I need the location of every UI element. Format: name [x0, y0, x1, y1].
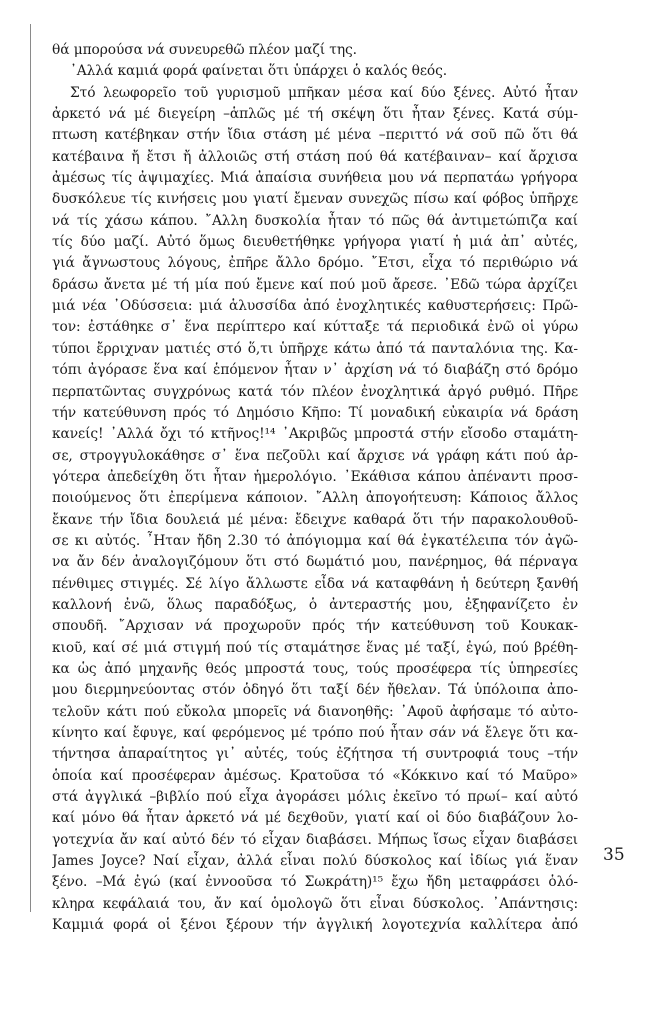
- text-line: σε, στρογγυλοκάθησε σ᾿ ἕνα πεζοῦλι καί ἄρχισε νά γράφη κάτι πού ἀρ-: [52, 447, 578, 464]
- text-line: δυσκόλευε τίς κινήσεις μου γιατί ἔμεναν συνεχῶς πίσω καί φόβος ὑπῆρχε: [52, 191, 578, 208]
- text-line: δράσω ἄνετα μέ τή μία πού ἔμενε καί πού μοῦ ἄρεσε. ᾿Εδῶ τώρα ἀρχίζει: [52, 276, 578, 293]
- text-line: γότερα ἀπεδείχθη ὅτι ἦταν ἡμερολόγιο. ᾿Εκάθισα κάπου ἀπέναντι προσ-: [52, 468, 578, 485]
- text-line: καλλονή ἐνῶ, ὅλως παραδόξως, ὁ ἀντεραστής μου, ἐξηφανίζετο ἐν: [52, 596, 578, 613]
- text-line: κιοῦ, καί σέ μιά στιγμή πού τίς σταμάτησε ἕνας μέ ταξί, ἐγώ, πού βρέθη-: [52, 639, 578, 656]
- text-line: ποιούμενος ὅτι ἐπερίμενα κάποιον. ῎Αλλη ἀπογοήτευση: Κάποιος ἄλλος: [52, 490, 578, 507]
- text-line: τίς δύο μαζί. Αὐτό ὅμως διευθετήθηκε γρήγορα γιατί ἡ μιά ἀπ᾿ αὐτές,: [52, 234, 578, 251]
- text-line: ἀμέσως τίς ἀψιμαχίες. Μιά ἀπαίσια συνήθεια μου νά περπατάω γρήγορα: [52, 170, 578, 187]
- text-line: James Joyce? Ναί εἶχαν, ἀλλά εἶναι πολύ δύσκολος καί ἰδίως γιά ἕναν: [52, 853, 578, 870]
- text-line: Καμμιά φορά οἱ ξένοι ξέρουν τήν ἀγγλική λογοτεχνία καλλίτερα ἀπό: [52, 917, 578, 934]
- page-number: 35: [603, 845, 625, 865]
- text-line: νά τίς χάσω κάπου. ῎Αλλη δυσκολία ἦταν τό πῶς θά ἀντιμετώπιζα καί: [52, 212, 578, 229]
- text-line: θά μπορούσα νά συνευρεθῶ πλέον μαζί της.: [52, 42, 357, 58]
- body-text: [52, 40, 578, 936]
- text-line: τύποι ἔρριχναν ματιές στό ὅ,τι ὑπῆρχε κάτω ἀπό τά πανταλόνια της. Κα-: [52, 340, 578, 357]
- text-line: περπατῶντας συγχρόνως κατά τόν πλέον ἐνοχλητικά ἀργό ρυθμό. Πῆρε: [52, 383, 578, 400]
- text-line: ξένο. –Μά ἐγώ (καί ἐννοοῦσα τό Σωκράτη)¹⁵ ἔχω ἤδη μεταφράσει ὁλό-: [52, 874, 578, 891]
- text-line: Στό λεωφορεῖο τοῦ γυρισμοῦ μπῆκαν μέσα καί δύο ξένες. Αὐτό ἦταν: [70, 84, 578, 101]
- text-line: σε κι αὐτός. ῏Ηταν ἤδη 2.30 τό ἀπόγιομμα καί θά ἐγκατέλειπα τόν ἀγῶ-: [52, 532, 578, 549]
- text-line: τήντησα ἀπαραίτητος γι᾿ αὐτές, τούς ἐζήτησα τή συντροφιά τους –τήν: [52, 746, 578, 763]
- text-line: κληρα κεφάλαιά του, ἄν καί ὁμολογῶ ὅτι εἶναι δύσκολος. ᾿Απάντησις:: [52, 895, 578, 912]
- text-line: κατέβαινα ἤ ἔτσι ἤ ἀλλοιῶς στή στάση πού θά κατέβαιναν– καί ἄρχισα: [52, 148, 578, 165]
- text-line: γιά ἄγνωστους λόγους, ἐπῆρε ἄλλο δρόμο. ῎Ετσι, εἶχα τό περιθώριο νά: [52, 255, 578, 272]
- text-line: πτωση κατέβηκαν στήν ἴδια στάση μέ μένα –περιττό νά σοῦ πῶ ὅτι θά: [52, 127, 578, 144]
- text-line: να ἄν δέν ἀναλογιζόμουν ὅτι στό δωμάτιό μου, πανέρημος, θά πέρναγα: [52, 554, 578, 571]
- text-line: πένθιμες στιγμές. Σέ λίγο ἄλλωστε εἶδα νά καταφθάνη ἡ δεύτερη ξανθή: [52, 575, 578, 592]
- text-line: ᾿Αλλά καμιά φορά φαίνεται ὅτι ὑπάρχει ὁ καλός θεός.: [70, 63, 448, 80]
- text-line: τήν κατεύθυνση πρός τό Δημόσιο Κῆπο: Τί μοναδική εὐκαιρία νά δράση: [52, 404, 578, 421]
- text-line: καί μόνο θά ἦταν ἀρκετό νά μέ δεχθοῦν, γιατί καί οἱ δύο διαβάζουν λο-: [52, 810, 578, 827]
- text-line: στά ἀγγλικά –βιβλίο πού εἶχα ἀγοράσει μόλις ἐκεῖνο τό πρωί– καί αὐτό: [52, 789, 578, 806]
- text-line: τον: ἐστάθηκε σ᾿ ἕνα περίπτερο καί κύτταξε τά περιοδικά ἐνῶ οἱ γύρω: [52, 319, 578, 336]
- text-line: ὁποία καί προσέφεραν ἀμέσως. Κρατοῦσα τό «Κόκκινο καί τό Μαῦρο»: [52, 767, 578, 784]
- text-line: μιά νέα ᾿Οδύσσεια: μιά ἁλυσσίδα ἀπό ἐνοχλητικές καθυστερήσεις: Πρῶ-: [52, 298, 578, 315]
- text-line: τόπι ἀγόρασε ἕνα καί ἑπόμενον ἦταν ν᾿ ἀρχίση νά τό διαβάζη στό δρόμο: [52, 362, 578, 379]
- text-line: κίνητο καί ἔφυγε, καί φερόμενος μέ τρόπο πού ἦταν σάν νά ἔλεγε ὅτι κα-: [52, 725, 578, 741]
- text-line: γοτεχνία ἄν καί αὐτό δέν τό εἶχαν διαβάσει. Μήπως ἴσως εἶχαν διαβάσει: [52, 831, 578, 848]
- text-line: ἀρκετό νά μέ διεγείρη –ἁπλῶς μέ τή σκέψη ὅτι ἦταν ξένες. Κατά σύμ-: [52, 106, 578, 123]
- text-line: μου διερμηνεύοντας στόν ὁδηγό ὅτι ταξί δέν ἤθελαν. Τά ὑπόλοιπα ἀπο-: [52, 682, 578, 699]
- text-line: κα ὡς ἀπό μηχανῆς θεός μπροστά τους, τούς προσέφερα τίς ὑπηρεσίες: [52, 660, 578, 677]
- text-line: σπουδῆ. ῎Αρχισαν νά προχωροῦν πρός τήν κατεύθυνση τοῦ Κουκακ-: [52, 618, 578, 635]
- margin-rule: [30, 24, 31, 912]
- text-line: κανείς! ᾿Αλλά ὄχι τό κτῆνος!¹⁴ ᾿Ακριβῶς μπροστά στήν εἴσοδο σταμάτη-: [52, 426, 578, 443]
- text-line: ἔκανε τήν ἴδια δουλειά μέ μένα: ἔδειχνε καθαρά ὅτι τήν παρακολουθοῦ-: [52, 511, 578, 528]
- text-line: τελοῦν κάτι πού εὔκολα μπορεῖς νά διανοηθῆς: ᾿Αφοῦ ἀφήσαμε τό αὐτο-: [52, 703, 578, 720]
